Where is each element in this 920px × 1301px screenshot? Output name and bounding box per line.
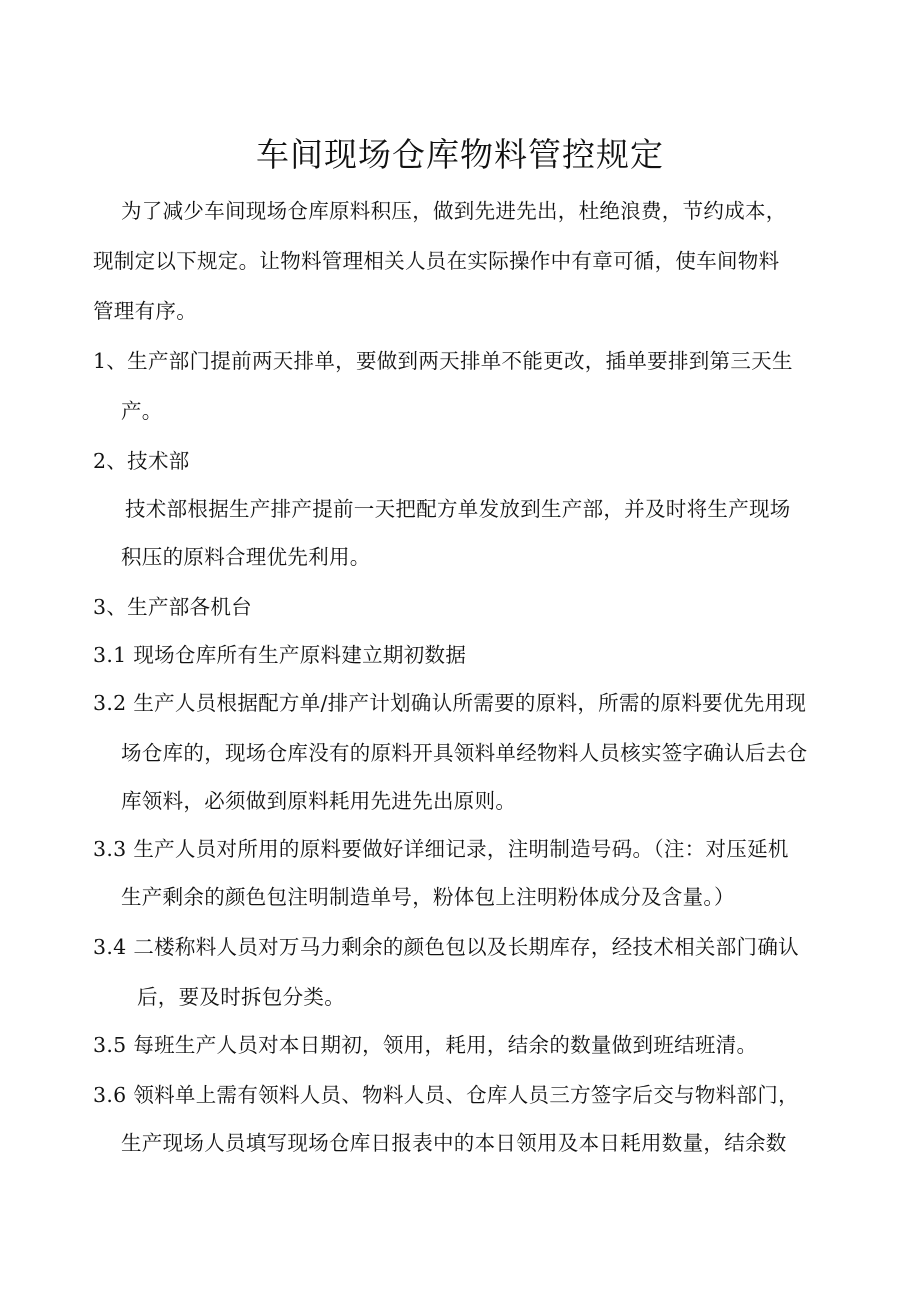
item1-line-1: 1、生产部门提前两天排单，要做到两天排单不能更改，插单要排到第三天生 bbox=[93, 349, 793, 373]
item3-s4-line-1: 3.4 二楼称料人员对万马力剩余的颜色包以及长期库存，经技术相关部门确认 bbox=[93, 935, 799, 959]
item2-heading: 2、技术部 bbox=[93, 449, 190, 473]
item3-s2-line-1: 3.2 生产人员根据配方单/排产计划确认所需要的原料，所需的原料要优先用现 bbox=[93, 691, 807, 715]
item3-s5-line-1: 3.5 每班生产人员对本日期初，领用，耗用，结余的数量做到班结班清。 bbox=[93, 1033, 758, 1057]
item1-line-2: 产。 bbox=[121, 399, 163, 423]
item2-body-line-1: 技术部根据生产排产提前一天把配方单发放到生产部，并及时将生产现场 bbox=[125, 497, 791, 521]
intro-line-1: 为了减少车间现场仓库原料积压，做到先进先出，杜绝浪费，节约成本， bbox=[121, 199, 787, 223]
item2-body-line-2: 积压的原料合理优先利用。 bbox=[121, 545, 371, 569]
item3-s3-line-2: 生产剩余的颜色包注明制造单号，粉体包上注明粉体成分及含量。） bbox=[121, 885, 735, 909]
intro-line-2: 现制定以下规定。让物料管理相关人员在实际操作中有章可循，使车间物料 bbox=[93, 249, 780, 273]
item3-s1-line-1: 3.1 现场仓库所有生产原料建立期初数据 bbox=[93, 643, 467, 667]
intro-line-3: 管理有序。 bbox=[93, 299, 197, 323]
item3-s2-line-2: 场仓库的，现场仓库没有的原料开具领料单经物料人员核实签字确认后去仓 bbox=[121, 741, 808, 765]
item3-s3-line-1: 3.3 生产人员对所用的原料要做好详细记录，注明制造号码。（注：对压延机 bbox=[93, 837, 789, 861]
item3-s2-line-3: 库领料，必须做到原料耗用先进先出原则。 bbox=[121, 789, 517, 813]
item3-s4-line-2: 后，要及时拆包分类。 bbox=[137, 985, 345, 1009]
document-title: 车间现场仓库物料管控规定 bbox=[256, 135, 664, 174]
item3-s6-line-2: 生产现场人员填写现场仓库日报表中的本日领用及本日耗用数量，结余数 bbox=[121, 1131, 787, 1155]
item3-heading: 3、生产部各机台 bbox=[93, 595, 252, 619]
item3-s6-line-1: 3.6 领料单上需有领料人员、物料人员、仓库人员三方签字后交与物料部门， bbox=[93, 1083, 799, 1107]
